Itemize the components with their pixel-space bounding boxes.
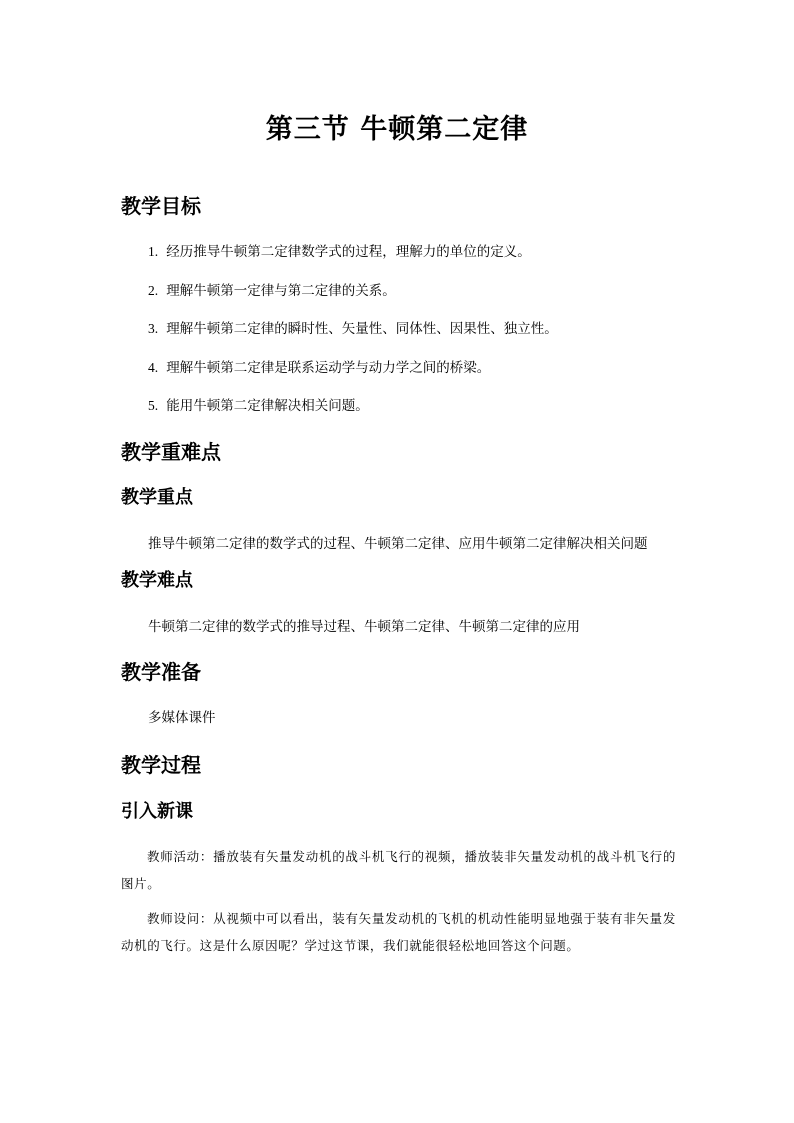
intro-paragraph-1: 教师活动：播放装有矢量发动机的战斗机飞行的视频，播放装非矢量发动机的战斗机飞行的图片。 <box>121 849 676 891</box>
intro-paragraph-2: 教师设问：从视频中可以看出，装有矢量发动机的飞机的机动性能明显地强于装有非矢量发动机的飞行。这是什么原因呢？学过这节课，我们就能很轻松地回答这个问题。 <box>121 911 676 953</box>
list-item-text: 理解牛顿第二定律是联系运动学与动力学之间的桥梁。 <box>166 359 491 376</box>
list-item <box>148 358 558 378</box>
list-item-text: 能用牛顿第二定律解决相关问题。 <box>166 398 369 414</box>
list-item <box>148 319 558 339</box>
list-item <box>148 396 558 416</box>
list-item <box>148 281 558 301</box>
objectives-list <box>148 242 558 435</box>
intro-heading: 引入新课 <box>121 801 193 822</box>
difficult-points-heading: 教学难点 <box>121 570 193 591</box>
list-item-number: 5. <box>148 398 159 413</box>
preparation-text: 多媒体课件 <box>148 710 216 726</box>
list-item-number: 4. <box>148 359 159 375</box>
list-item-text: 经历推导牛顿第二定律数学式的过程，理解力的单位的定义。 <box>166 244 531 260</box>
list-item <box>148 242 558 262</box>
list-item-number: 2. <box>148 282 159 298</box>
list-item-number: 1. <box>148 244 159 259</box>
preparation-heading: 教学准备 <box>121 660 201 684</box>
document-title: 第三节 牛顿第二定律 <box>265 114 529 145</box>
key-points-text: 推导牛顿第二定律的数学式的过程、牛顿第二定律、应用牛顿第二定律解决相关问题 <box>148 536 648 552</box>
difficult-points-text: 牛顿第二定律的数学式的推导过程、牛顿第二定律、牛顿第二定律的应用 <box>148 619 580 635</box>
list-item-number: 3. <box>148 321 159 336</box>
list-item-text: 理解牛顿第一定律与第二定律的关系。 <box>166 282 396 299</box>
process-heading: 教学过程 <box>121 753 201 777</box>
key-points-heading: 教学重点 <box>121 487 193 508</box>
objectives-heading: 教学目标 <box>121 194 201 218</box>
key-difficult-heading: 教学重难点 <box>121 440 221 464</box>
list-item-text: 理解牛顿第二定律的瞬时性、矢量性、同体性、因果性、独立性。 <box>166 321 558 337</box>
